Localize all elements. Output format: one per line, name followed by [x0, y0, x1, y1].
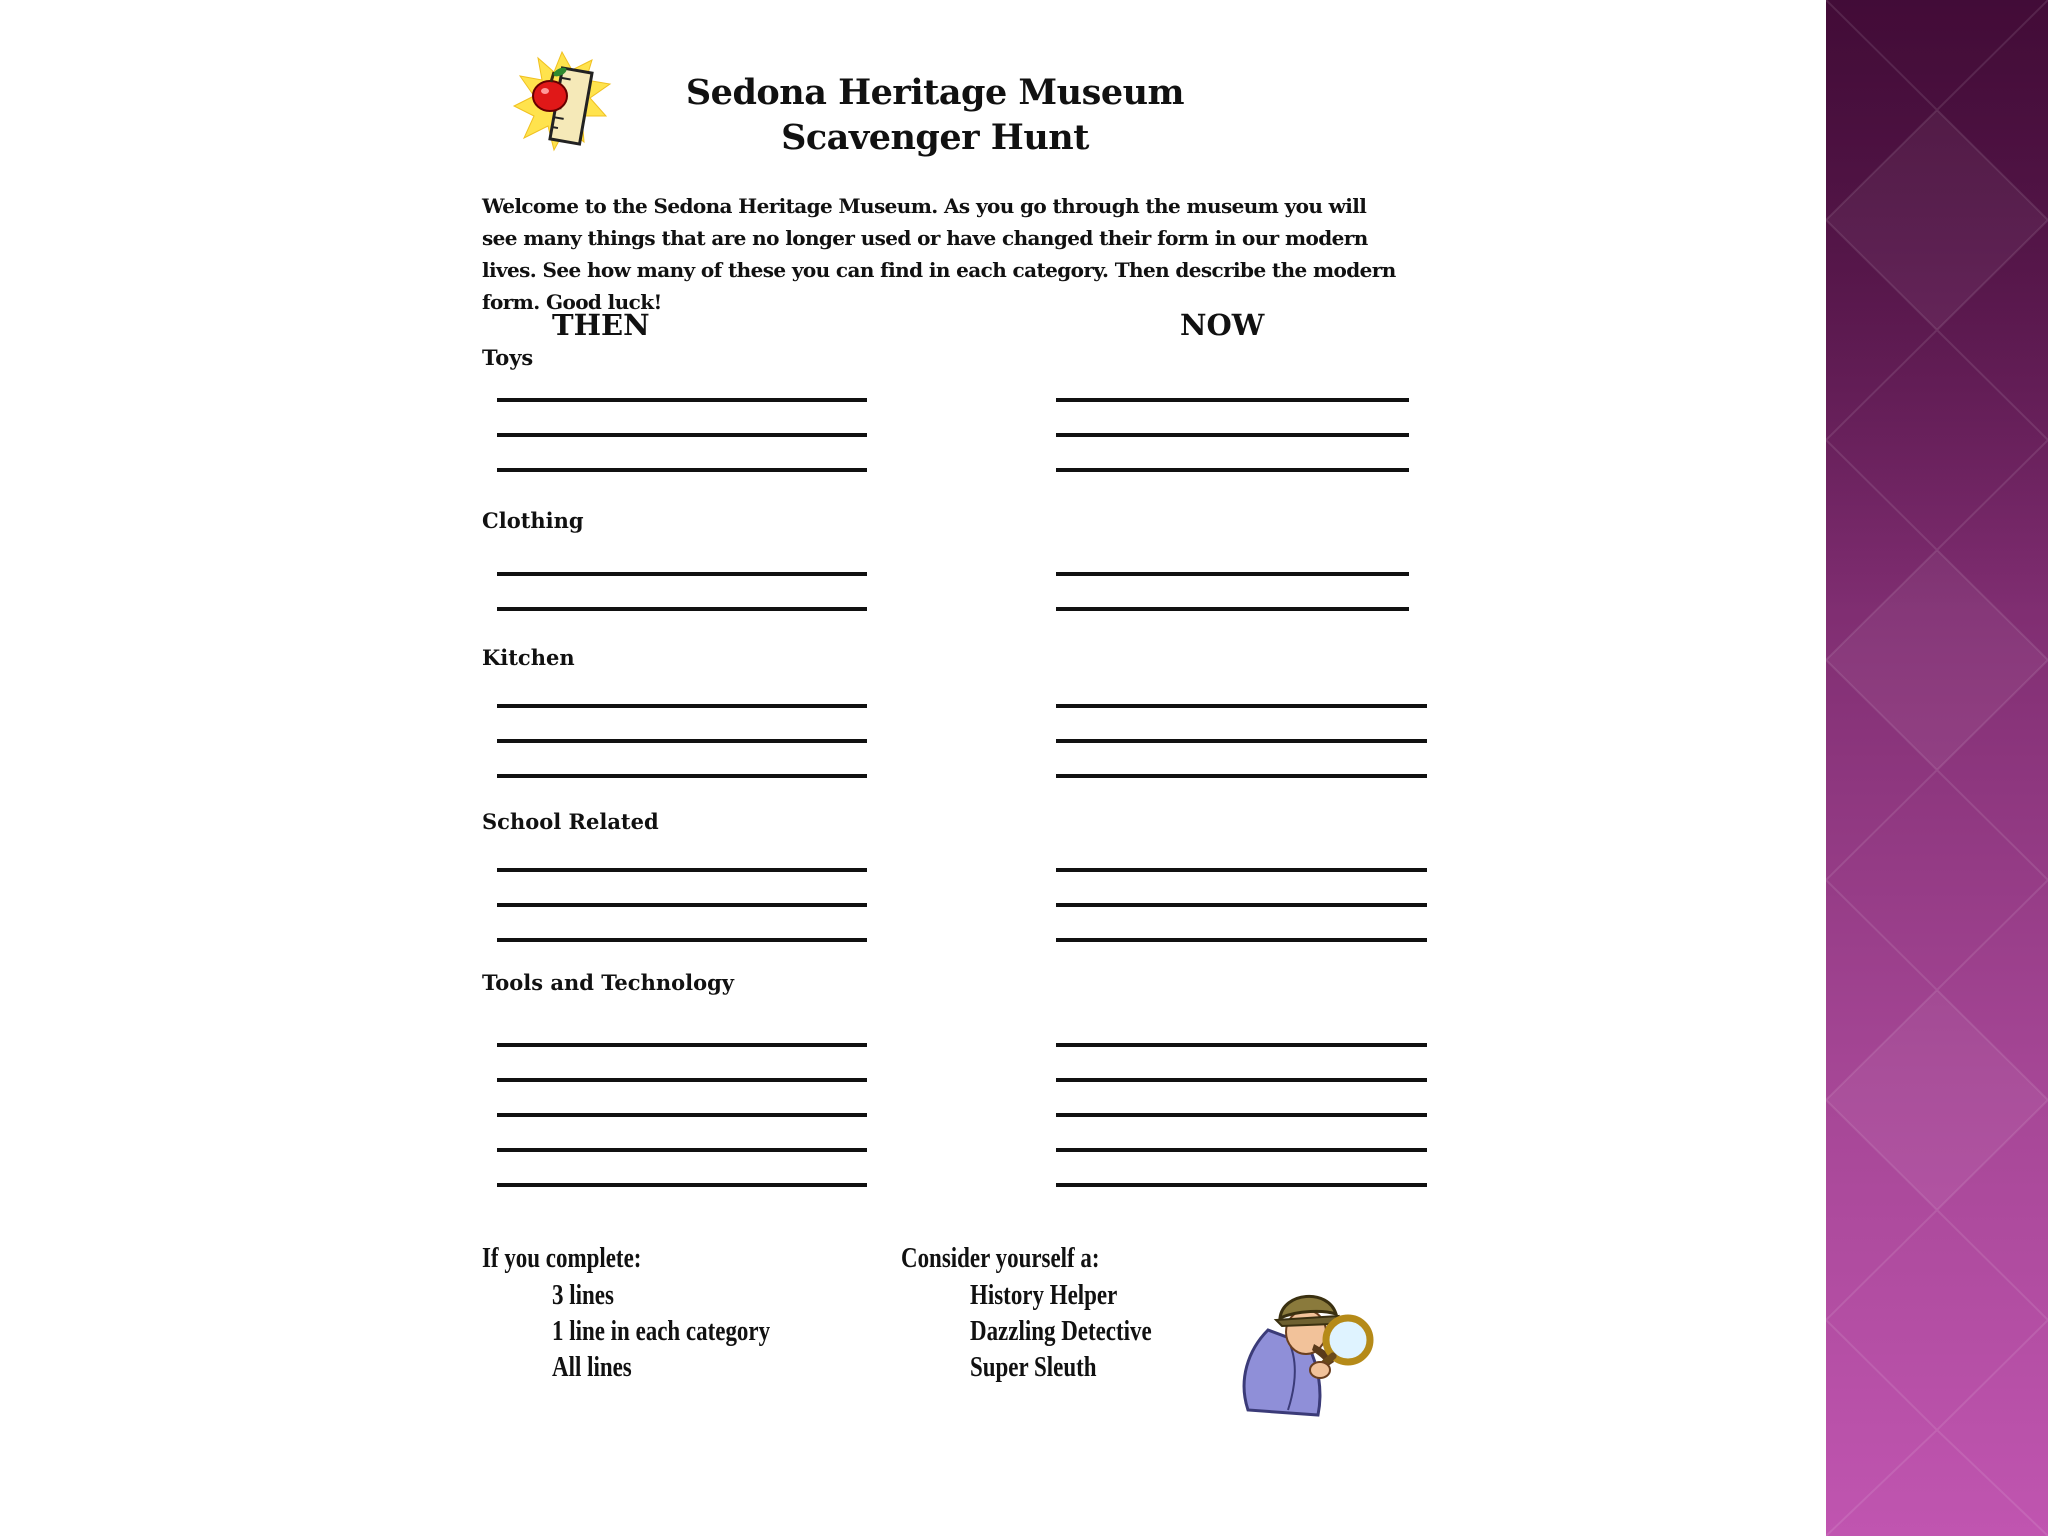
footer-left-item: 1 line in each category	[552, 1316, 771, 1347]
then-answer-line[interactable]	[497, 1183, 867, 1187]
title-line-2: Scavenger Hunt	[781, 117, 1089, 158]
page-title	[600, 70, 1270, 160]
diamond-pattern	[1826, 0, 2048, 1536]
footer-left-item: 3 lines	[552, 1280, 614, 1311]
then-answer-line[interactable]	[497, 1113, 867, 1117]
category-clothing: Clothing	[482, 508, 584, 533]
now-answer-line[interactable]	[1056, 868, 1427, 872]
now-answer-line[interactable]	[1056, 938, 1427, 942]
then-answer-line[interactable]	[497, 1148, 867, 1152]
now-answer-line[interactable]	[1056, 468, 1409, 472]
then-answer-line[interactable]	[497, 868, 867, 872]
then-answer-line[interactable]	[497, 607, 867, 611]
then-answer-line[interactable]	[497, 398, 867, 402]
now-answer-line[interactable]	[1056, 398, 1409, 402]
now-answer-line[interactable]	[1056, 433, 1409, 437]
category-tools-and-technology: Tools and Technology	[482, 970, 734, 995]
now-answer-line[interactable]	[1056, 774, 1427, 778]
footer-left-item: All lines	[552, 1352, 632, 1383]
footer-right-item: Dazzling Detective	[970, 1316, 1152, 1347]
now-answer-line[interactable]	[1056, 739, 1427, 743]
then-answer-line[interactable]	[497, 739, 867, 743]
then-answer-line[interactable]	[497, 1078, 867, 1082]
now-answer-line[interactable]	[1056, 572, 1409, 576]
footer-right-item: History Helper	[970, 1280, 1118, 1311]
decorative-side-band	[1826, 0, 2048, 1536]
now-answer-line[interactable]	[1056, 1113, 1427, 1117]
column-header-then: THEN	[552, 308, 650, 342]
then-answer-line[interactable]	[497, 774, 867, 778]
now-answer-line[interactable]	[1056, 1078, 1427, 1082]
then-answer-line[interactable]	[497, 433, 867, 437]
then-answer-line[interactable]	[497, 572, 867, 576]
footer-right-item: Super Sleuth	[970, 1352, 1097, 1383]
category-toys: Toys	[482, 345, 534, 370]
now-answer-line[interactable]	[1056, 1183, 1427, 1187]
then-answer-line[interactable]	[497, 704, 867, 708]
then-answer-line[interactable]	[497, 468, 867, 472]
now-answer-line[interactable]	[1056, 903, 1427, 907]
then-answer-line[interactable]	[497, 1043, 867, 1047]
intro-paragraph: Welcome to the Sedona Heritage Museum. As you go through the museum you will see many things that are no longer used or have changed their form in our modern lives. See how many of these you can find in each category. Then describe the modern form. Good luck!	[482, 194, 1396, 314]
apple-ruler-icon	[512, 50, 612, 160]
then-answer-line[interactable]	[497, 903, 867, 907]
now-answer-line[interactable]	[1056, 704, 1427, 708]
footer-left-heading: If you complete:	[482, 1243, 642, 1274]
now-answer-line[interactable]	[1056, 607, 1409, 611]
now-answer-line[interactable]	[1056, 1148, 1427, 1152]
category-school-related: School Related	[482, 809, 659, 834]
then-answer-line[interactable]	[497, 938, 867, 942]
now-answer-line[interactable]	[1056, 1043, 1427, 1047]
title-line-1: Sedona Heritage Museum	[685, 72, 1185, 113]
detective-magnifier-icon	[1228, 1270, 1388, 1420]
column-header-now: NOW	[1180, 308, 1265, 342]
category-kitchen: Kitchen	[482, 645, 575, 670]
footer-right-heading: Consider yourself a:	[901, 1243, 1100, 1274]
